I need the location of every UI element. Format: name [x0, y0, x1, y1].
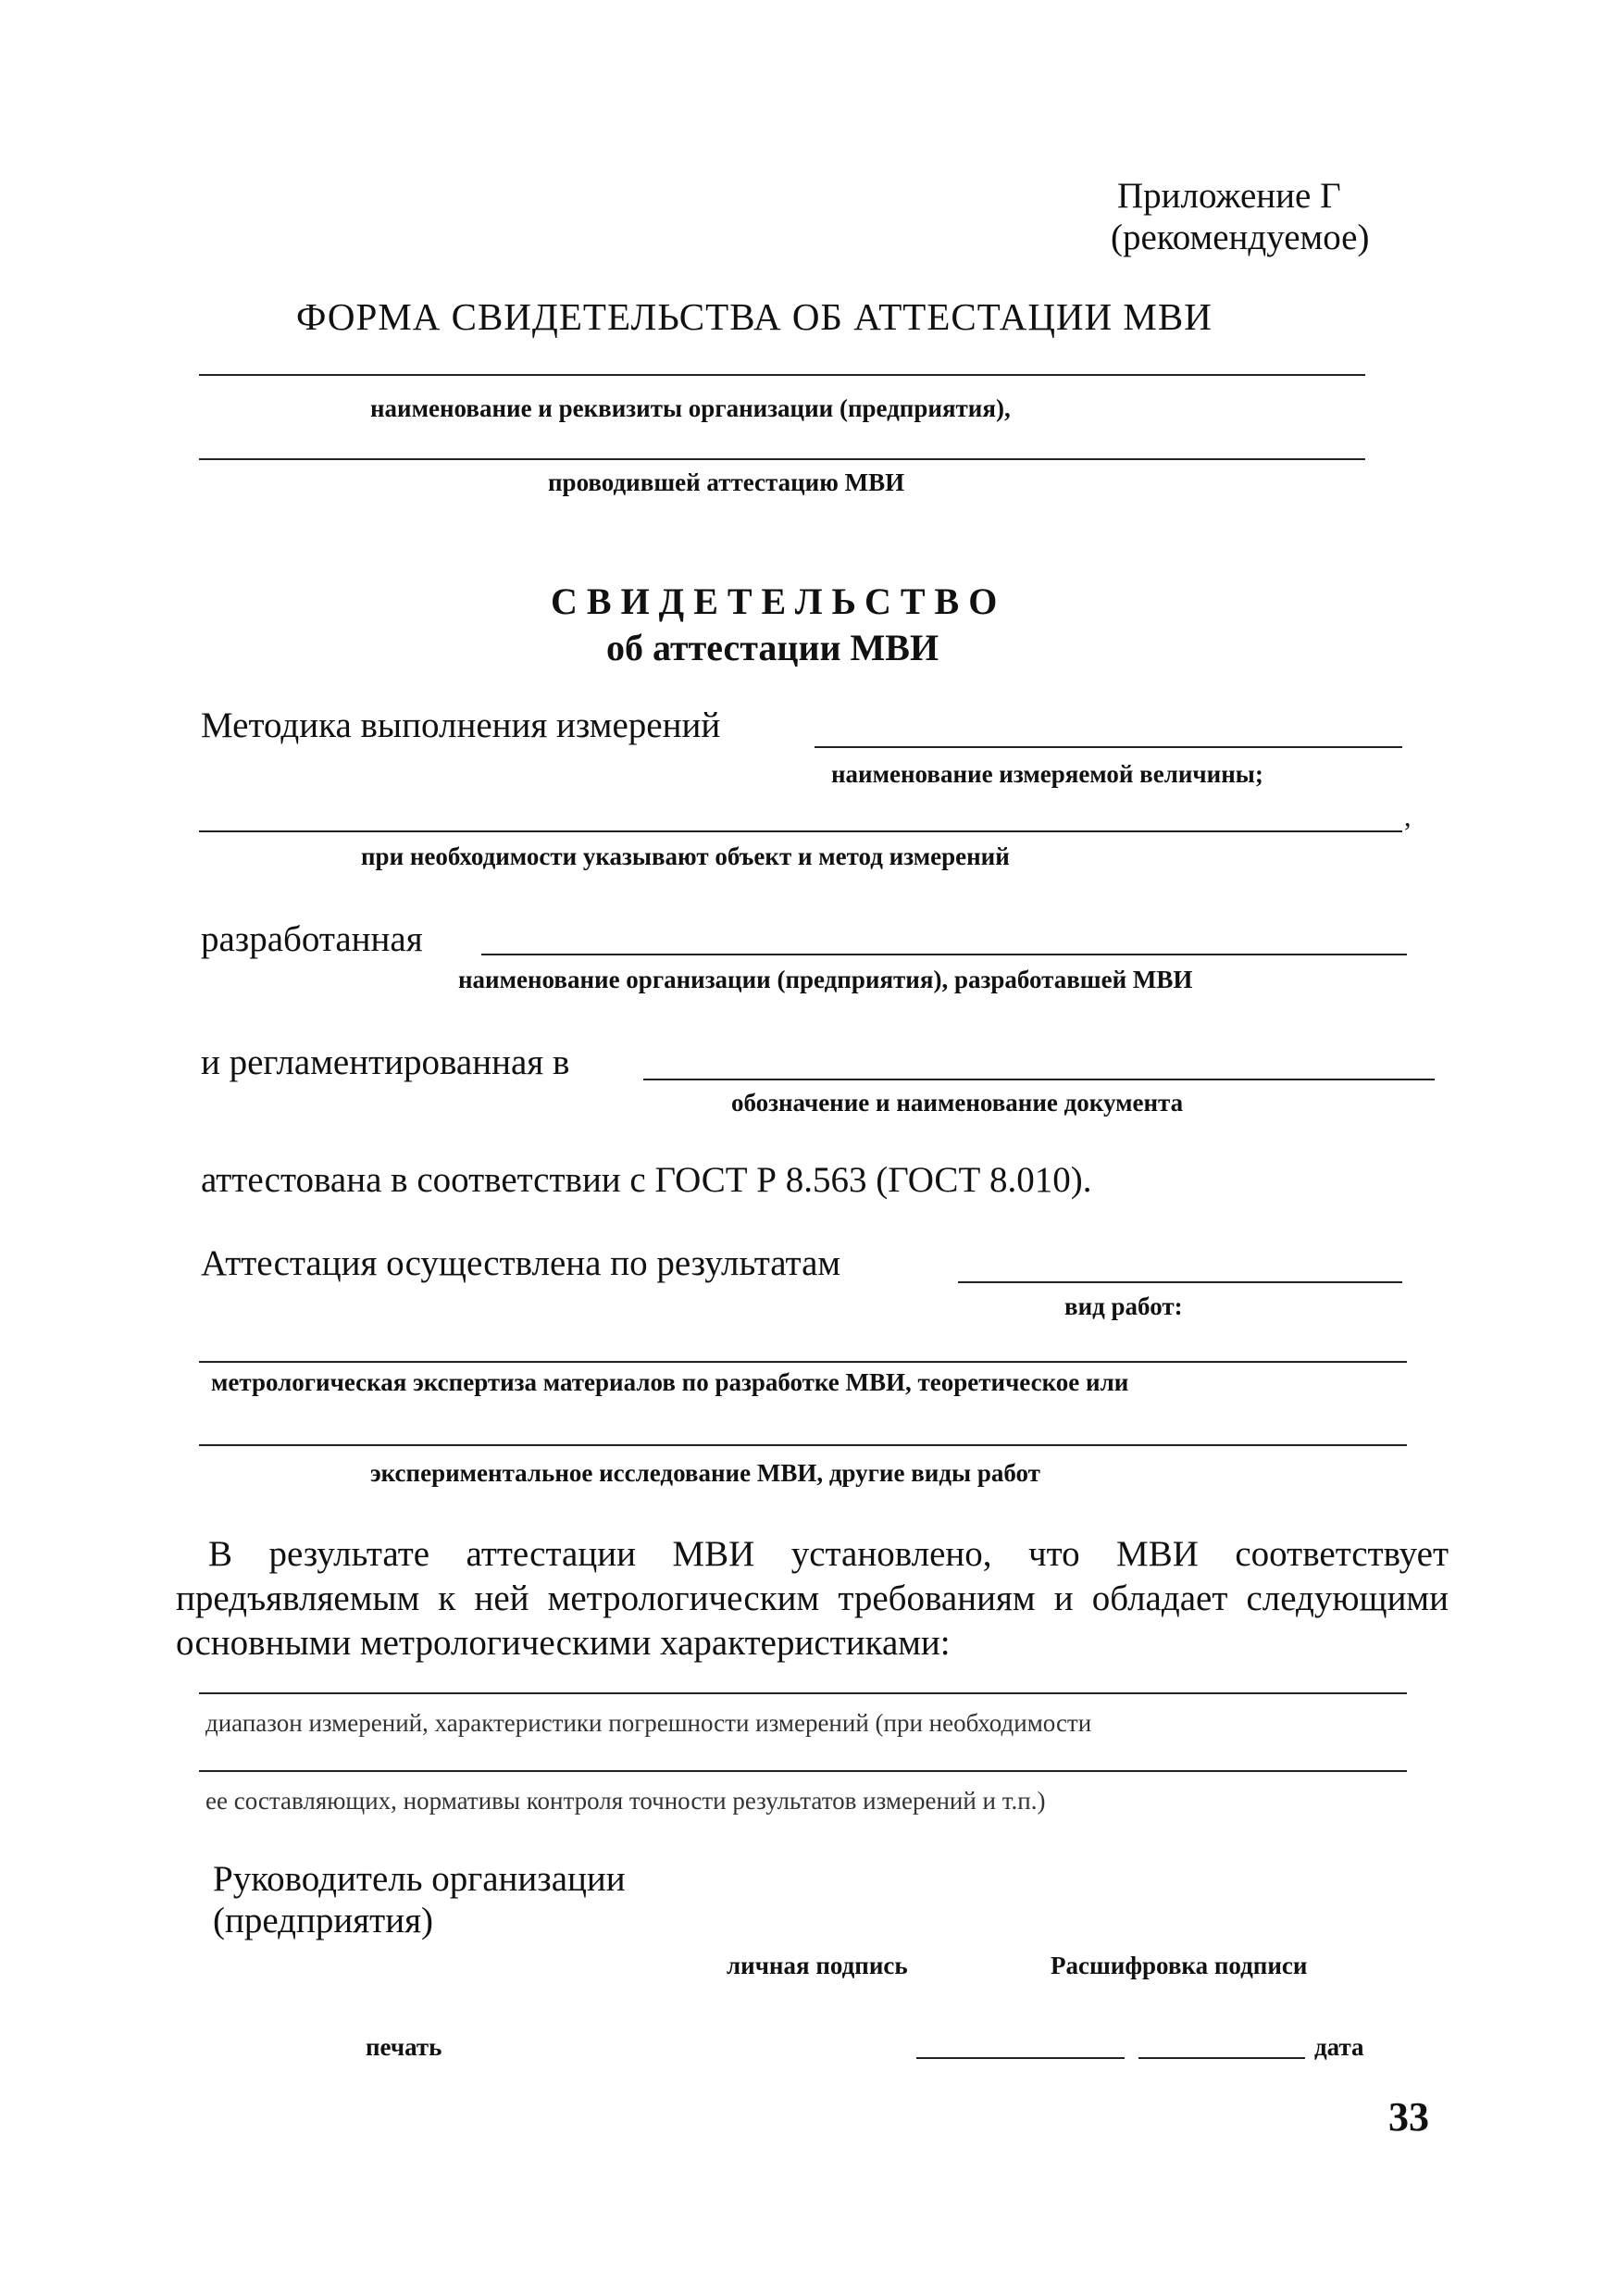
org-name-line: [199, 374, 1365, 376]
developed-caption: наименование организации (предприятия), разработавшей МВИ: [458, 966, 1193, 993]
characteristics-blank-line-2: [199, 1770, 1407, 1772]
conclusion-paragraph: [176, 1532, 1449, 1666]
method-caption-2: при необходимости указывают объект и метод измерений: [361, 842, 1010, 870]
head-line-1: Руководитель организации: [213, 1859, 626, 1899]
appendix-status: (рекомендуемое): [1111, 218, 1370, 257]
page-number: 33: [1388, 2094, 1429, 2140]
org-caption-1: наименование и реквизиты организации (предприятия),: [370, 394, 1011, 422]
results-label: Аттестация осуществлена по результатам: [201, 1243, 841, 1283]
signature-decoding-caption: Расшифровка подписи: [1051, 1952, 1308, 1979]
head-line-2: (предприятия): [213, 1901, 434, 1940]
results-blank-line: [958, 1281, 1402, 1283]
conclusion-text: В результате аттестации МВИ установлено, что МВИ соответствует предъявляемым к ней метрологическим требованиям и обладает следующими основными метрологическими характеристиками:: [176, 1534, 1449, 1663]
characteristics-caption-2: ее составляющих, нормативы контроля точности результатов измерений и т.п.): [205, 1787, 1046, 1815]
method-blank-line-2: [199, 830, 1402, 832]
certificate-subtitle: об аттестации МВИ: [606, 627, 939, 668]
regulated-blank-line: [643, 1079, 1435, 1080]
method-caption-1: наименование измеряемой величины;: [831, 760, 1263, 788]
results-blank-line-3: [199, 1444, 1407, 1446]
method-blank-line: [815, 746, 1402, 748]
org-name-line-2: [199, 458, 1365, 460]
results-caption-3: экспериментальное исследование МВИ, другие виды работ: [370, 1459, 1040, 1487]
method-comma: ,: [1404, 802, 1412, 832]
appendix-label: Приложение Г: [1117, 176, 1341, 216]
method-label: Методика выполнения измерений: [201, 705, 721, 745]
developed-label: разработанная: [201, 919, 423, 959]
characteristics-blank-line: [199, 1692, 1407, 1694]
date-blank-line-2: [1138, 2057, 1305, 2059]
personal-signature-caption: личная подпись: [727, 1952, 908, 1979]
date-blank-line-1: [916, 2057, 1125, 2059]
characteristics-caption-1: диапазон измерений, характеристики погрешности измерений (при необходимости: [205, 1709, 1092, 1737]
date-label: дата: [1314, 2033, 1364, 2061]
certified-statement: аттестована в соответствии с ГОСТ Р 8.563 (ГОСТ 8.010).: [201, 1160, 1092, 1200]
developed-blank-line: [481, 954, 1407, 955]
results-caption-1: вид работ:: [1064, 1292, 1183, 1320]
form-title: ФОРМА СВИДЕТЕЛЬСТВА ОБ АТТЕСТАЦИИ МВИ: [296, 295, 1213, 338]
regulated-caption: обозначение и наименование документа: [731, 1089, 1184, 1117]
results-caption-2: метрологическая экспертиза материалов по разработке МВИ, теоретическое или: [211, 1368, 1129, 1396]
results-blank-line-2: [199, 1361, 1407, 1363]
org-caption-2: проводившей аттестацию МВИ: [548, 468, 905, 496]
stamp-label: печать: [366, 2033, 442, 2061]
certificate-title: СВИДЕТЕЛЬСТВО: [551, 580, 1007, 622]
regulated-label: и регламентированная в: [201, 1042, 570, 1082]
